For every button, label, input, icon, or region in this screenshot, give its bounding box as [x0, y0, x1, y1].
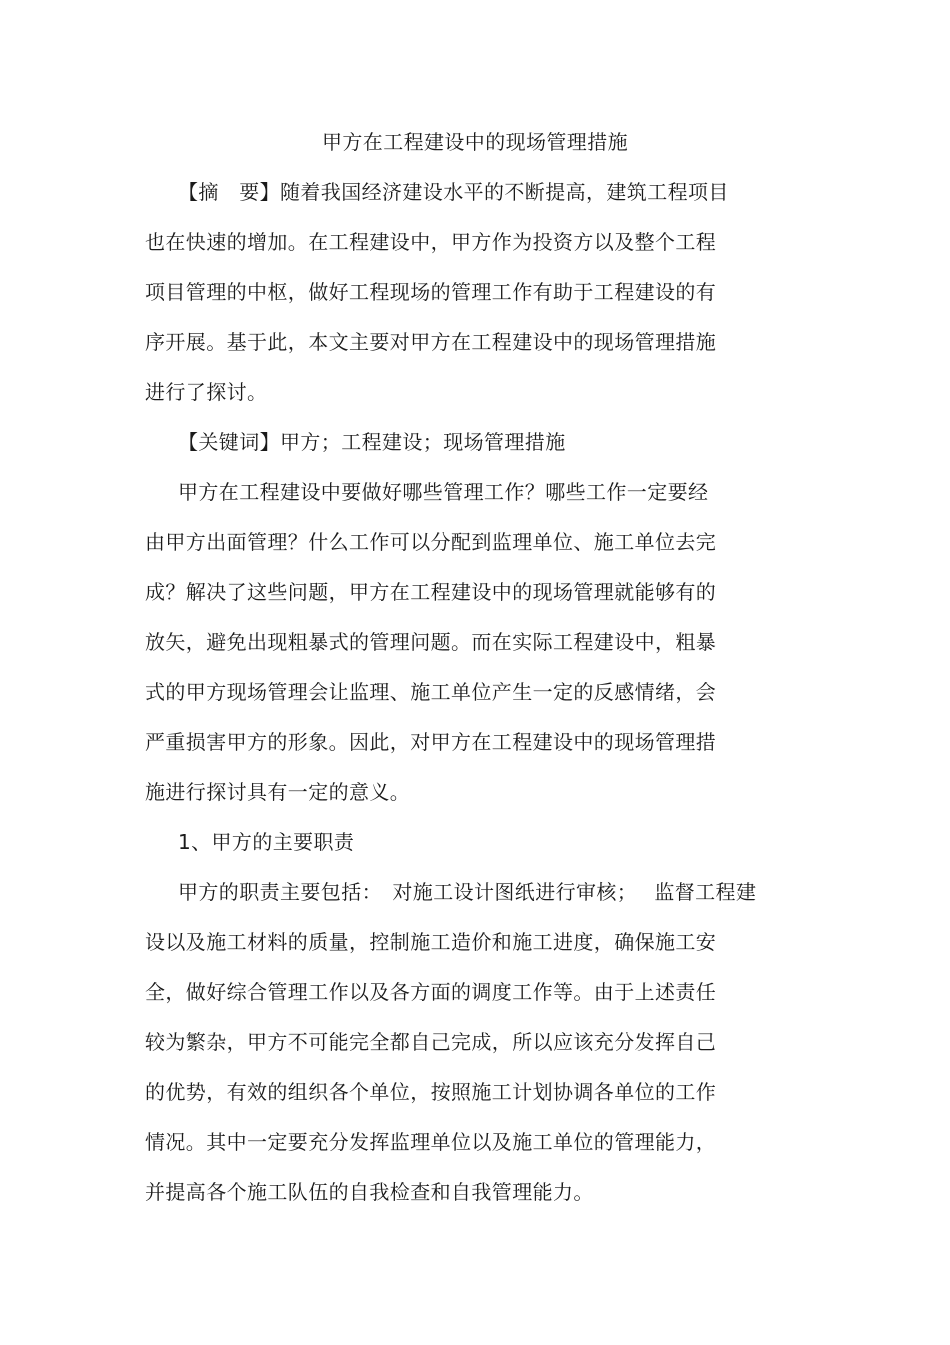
body-line-6: 情况。其中一定要充分发挥监理单位以及施工单位的管理能力，: [145, 1130, 717, 1154]
body-line-4: 较为繁杂，甲方不可能完全都自己完成，所以应该充分发挥自己: [145, 1030, 717, 1054]
abstract-line-3: 项目管理的中枢，做好工程现场的管理工作有助于工程建设的有: [145, 280, 717, 304]
intro-line-2: 由甲方出面管理？什么工作可以分配到监理单位、施工单位去完: [145, 530, 717, 554]
keywords-line: 【关键词】甲方；工程建设；现场管理措施: [178, 430, 566, 454]
intro-line-5: 式的甲方现场管理会让监理、施工单位产生一定的反感情绪，会: [145, 680, 717, 704]
intro-line-1: 甲方在工程建设中要做好哪些管理工作？哪些工作一定要经: [178, 480, 709, 504]
body-line-3: 全，做好综合管理工作以及各方面的调度工作等。由于上述责任: [145, 980, 717, 1004]
body-line-5: 的优势，有效的组织各个单位，按照施工计划协调各单位的工作: [145, 1080, 717, 1104]
abstract-line-2: 也在快速的增加。在工程建设中，甲方作为投资方以及整个工程: [145, 230, 717, 254]
document-title: 甲方在工程建设中的现场管理措施: [322, 130, 628, 154]
intro-line-6: 严重损害甲方的形象。因此，对甲方在工程建设中的现场管理措: [145, 730, 717, 754]
body-line-2: 设以及施工材料的质量，控制施工造价和施工进度，确保施工安: [145, 930, 717, 954]
abstract-line-1: 【摘 要】随着我国经济建设水平的不断提高，建筑工程项目: [178, 180, 729, 204]
abstract-line-4: 序开展。基于此，本文主要对甲方在工程建设中的现场管理措施: [145, 330, 717, 354]
body-line-1: 甲方的职责主要包括： 对施工设计图纸进行审核； 监督工程建: [178, 880, 757, 904]
section-heading: 1、甲方的主要职责: [178, 830, 355, 854]
intro-line-3: 成？解决了这些问题，甲方在工程建设中的现场管理就能够有的: [145, 580, 717, 604]
body-line-7: 并提高各个施工队伍的自我检查和自我管理能力。: [145, 1180, 594, 1204]
abstract-line-5: 进行了探讨。: [145, 380, 268, 404]
intro-line-4: 放矢，避免出现粗暴式的管理问题。而在实际工程建设中，粗暴: [145, 630, 717, 654]
intro-line-7: 施进行探讨具有一定的意义。: [145, 780, 411, 804]
